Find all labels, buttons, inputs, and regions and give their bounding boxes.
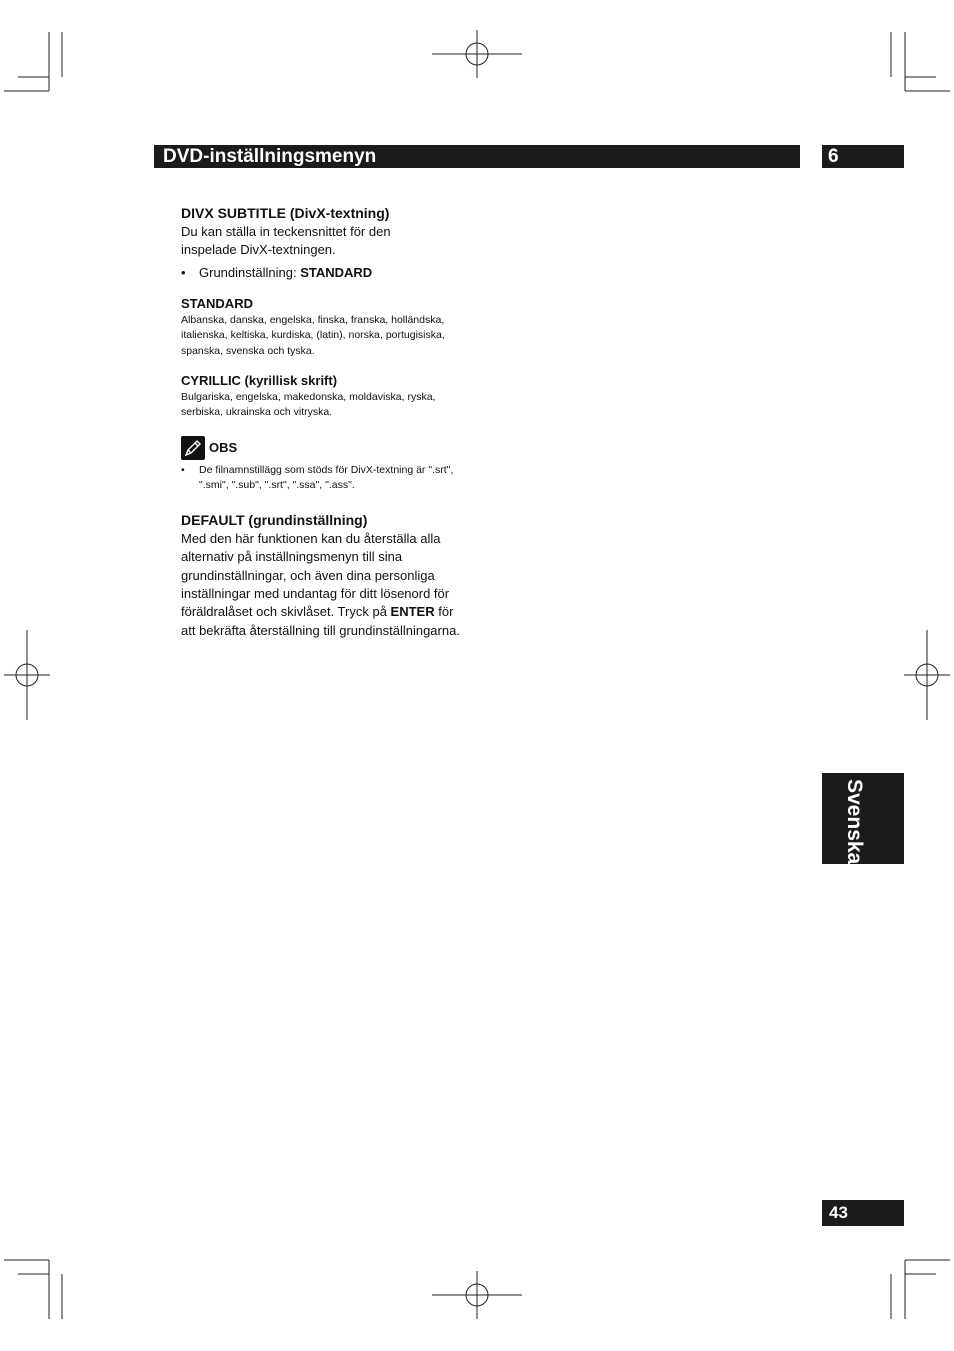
note-text: De filnamnstillägg som stöds för DivX-textning är ".srt", ".smi", ".sub", ".srt", ".ssa", ".ass". (199, 463, 454, 492)
page-number-box (822, 1200, 904, 1226)
default-text-before: Med den här funktionen kan du återställa alla alternativ på inställningsmenyn till sina grundinställningar, och även dina personliga inställningar med undantag för ditt lösenord för föräldralåset och skivlåset. Tryck på (181, 531, 450, 620)
bullet-dot: • (181, 463, 185, 476)
cyrillic-heading: CYRILLIC (kyrillisk skrift) (181, 372, 338, 388)
bullet-dot: • (181, 264, 186, 280)
note-bullet (181, 463, 481, 494)
default-setting-value: STANDARD (300, 264, 373, 280)
default-setting-bullet (181, 264, 481, 282)
cyrillic-text: Bulgariska, engelska, makedonska, moldaviska, ryska, serbiska, ukrainska och vitryska. (181, 390, 436, 419)
default-heading: DEFAULT (grundinställning) (181, 512, 368, 529)
divx-subtitle-section (181, 204, 481, 282)
standard-section (181, 295, 481, 360)
main-content (181, 204, 481, 640)
chapter-number: 6 (828, 146, 839, 167)
pencil-icon (181, 436, 205, 460)
page-number: 43 (829, 1203, 848, 1222)
header-bar (154, 145, 800, 168)
page-title: DVD-inställningsmenyn (163, 146, 377, 167)
default-text (181, 530, 463, 640)
default-text-after: för att bekräfta återställning till grundinställningarna. (181, 604, 460, 638)
default-section (181, 511, 481, 640)
divx-subtitle-intro: Du kan ställa in teckensnittet för den inspelade DivX-textningen. (181, 224, 391, 258)
note-section (181, 436, 481, 494)
language-label: Svenska (843, 779, 866, 865)
default-setting-label: Grundinställning: (199, 264, 297, 280)
standard-text: Albanska, danska, engelska, finska, franska, holländska, italienska, keltiska, kurdiska, (latin), norska, portugisiska, spanska, svenska och tyska. (181, 313, 445, 358)
standard-heading: STANDARD (181, 295, 253, 311)
divx-subtitle-heading: DIVX SUBTITLE (DivX-textning) (181, 205, 390, 221)
cyrillic-section (181, 372, 481, 421)
note-label: OBS (209, 440, 238, 456)
language-tab (822, 773, 904, 864)
enter-button-label: ENTER (390, 604, 435, 620)
chapter-box (822, 145, 904, 168)
note-header (181, 436, 481, 460)
